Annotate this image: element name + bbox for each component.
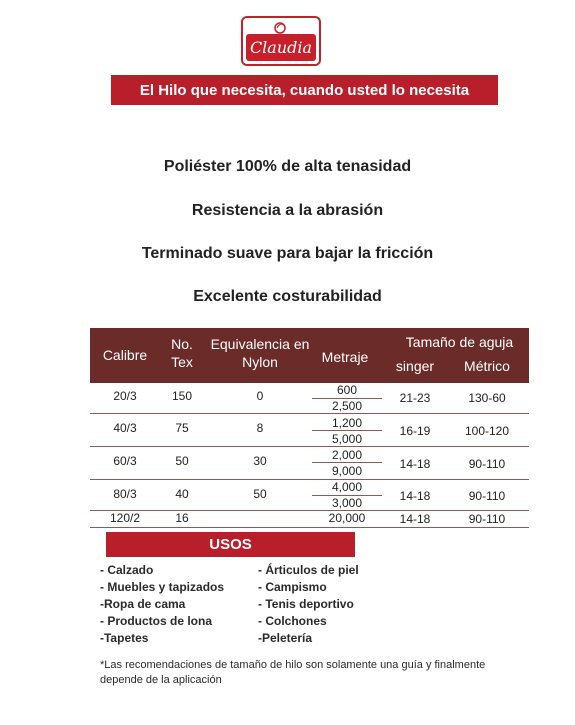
table-row [90,511,529,527]
header-calibre: Calibre [102,347,148,363]
cell-calibre: 20/3 [113,389,137,403]
feature-3: Terminado suave para bajar la fricción [141,245,434,262]
bird-icon [269,20,291,34]
cell-nylon: 50 [253,487,267,501]
uso-left-item: -Ropa de cama [100,597,186,611]
feature-4: Excelente costurabilidad [193,288,382,305]
uso-right-item: -Peletería [258,631,313,645]
uso-right-item: - Campismo [258,580,327,594]
cell-singer: 14-18 [399,457,431,471]
cell-nylon: 30 [253,454,267,468]
cell-tex: 16 [175,511,189,525]
header-singer: singer [395,358,435,374]
usos-title: USOS [106,532,355,557]
metraje-divider [312,430,382,431]
cell-calibre: 80/3 [113,487,137,501]
cell-metraje-a: 600 [336,383,358,397]
uso-right-item: - Colchones [258,614,327,628]
header-aguja: Tamaño de aguja [405,334,514,350]
header-equiv-line1: Equivalencia en [210,336,310,352]
cell-tex: 75 [175,421,189,435]
cell-metrico: 90-110 [468,512,506,526]
header-notex-line2: Tex [171,354,193,370]
uso-left-item: - Muebles y tapizados [100,580,225,594]
header-metrico: Métrico [464,358,510,374]
table-row [90,480,529,510]
table-row [90,383,529,413]
header-metraje: Metraje [321,349,369,365]
metraje-divider [312,462,382,463]
cell-nylon: 8 [256,421,264,435]
cell-calibre: 60/3 [113,454,137,468]
cell-nylon: 0 [256,389,264,403]
cell-metraje-b: 5,000 [331,432,363,446]
metraje-divider [312,398,382,399]
cell-singer: 21-23 [399,391,431,405]
uso-right-item: - Árticulos de piel [258,563,359,577]
slogan-banner: El Hilo que necesita, cuando usted lo necesita [111,75,498,105]
cell-metraje-b: 3,000 [331,496,363,510]
feature-2: Resistencia a la abrasión [191,202,384,219]
cell-metraje-a: 4,000 [331,480,363,494]
uso-left-item: -Tapetes [100,631,149,645]
row-divider [90,527,529,528]
cell-metraje-a: 1,200 [331,416,363,430]
table-row [90,447,529,478]
feature-1: Poliéster 100% de alta tenasidad [163,158,412,175]
cell-singer: 14-18 [399,489,431,503]
cell-metrico: 130-60 [468,391,506,405]
cell-metraje-b: 9,000 [331,464,363,478]
footnote: *Las recomendaciones de tamaño de hilo son solamente una guía y finalmente depende de la aplicación [100,659,486,686]
cell-singer: 16-19 [399,424,431,438]
header-notex-line1: No. [171,336,193,352]
header-equiv-line2: Nylon [242,354,278,370]
cell-metrico: 90-110 [468,489,506,503]
cell-metrico: 90-110 [468,457,506,471]
cell-metrico: 100-120 [464,424,510,438]
uso-right-item: - Tenis deportivo [258,597,354,611]
table-row [90,414,529,445]
cell-tex: 40 [175,487,189,501]
cell-metraje-a: 20,000 [328,511,366,525]
cell-calibre: 40/3 [113,421,137,435]
cell-metraje-b: 2,500 [331,399,363,413]
cell-tex: 50 [175,454,189,468]
cell-singer: 14-18 [399,512,431,526]
metraje-divider [312,495,382,496]
cell-tex: 150 [171,389,193,403]
brand-name: Claudia [246,34,316,61]
cell-metraje-a: 2,000 [331,448,363,462]
uso-left-item: - Productos de lona [100,614,213,628]
table-header [90,328,529,383]
uso-left-item: - Calzado [100,563,154,577]
cell-calibre: 120/2 [109,511,141,525]
brand-logo [241,16,321,66]
